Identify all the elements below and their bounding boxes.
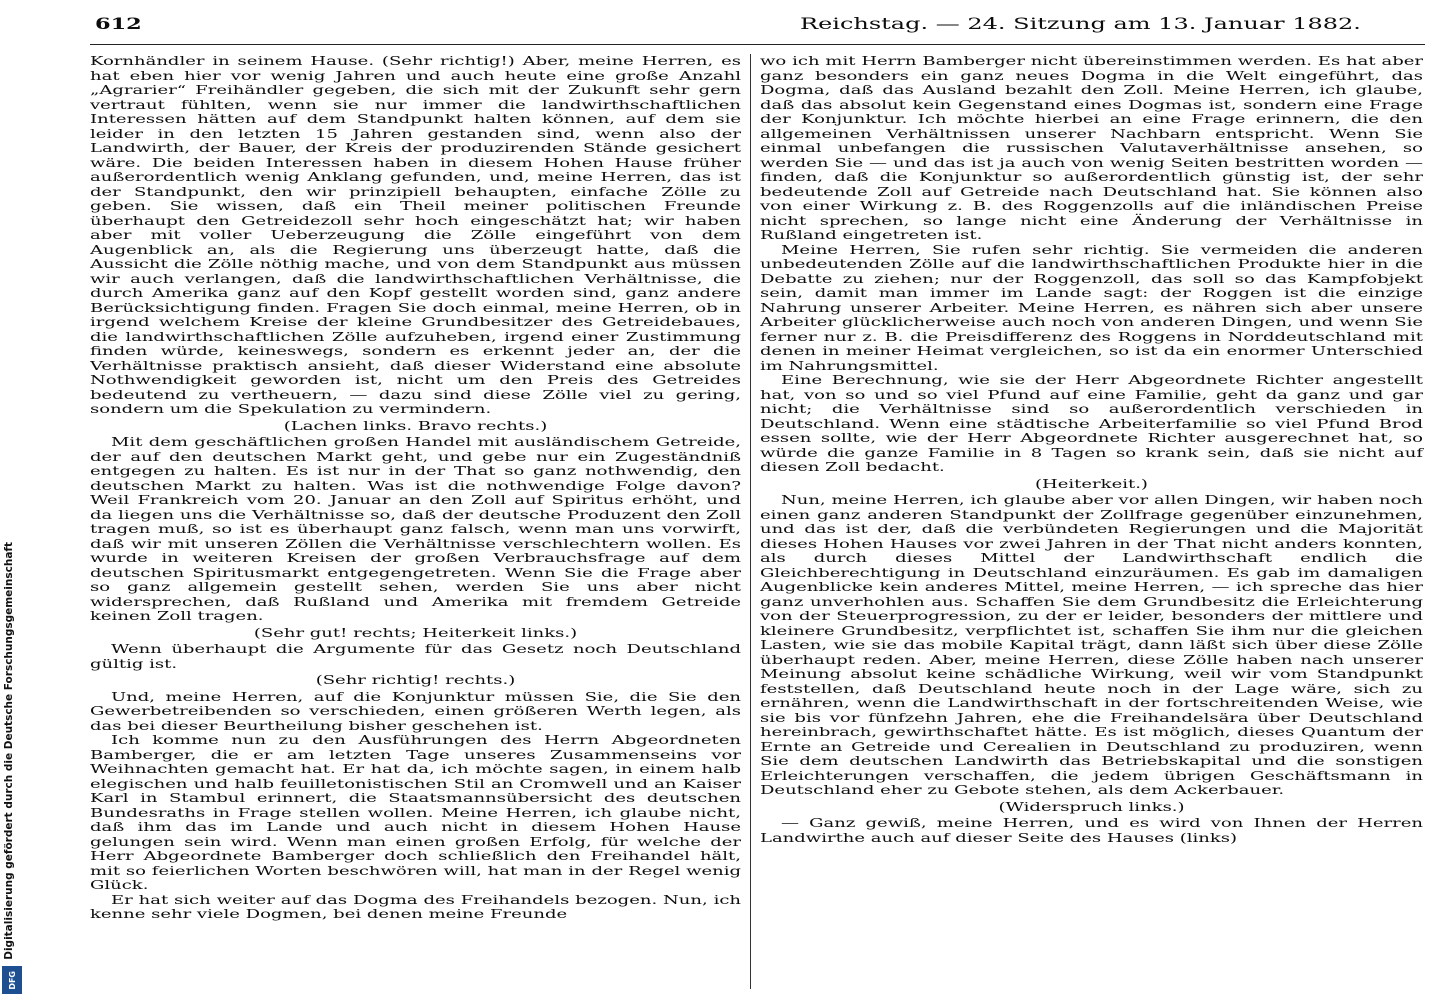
paragraph: Mit dem geschäftlichen großen Handel mit ausländischem Getreide, der auf den deutschen Markt geht, und gebe nur ein Zugeständniß entgegen zu halten. Es ist nur in der That so ganz nothwendig, den deutschen Markt zu halten. Was ist die nothwendige Folge davon? Weil Frankreich vom 20. Januar an den Zoll auf Spiritus erhöht, und da liegen uns die Verhältnisse so, daß der deutsche Produzent den Zoll tragen muß, so ist es überhaupt ganz falsch, wenn man uns vorwirft, daß wir mit unseren Zöllen die Verhältnisse verschlechtern wollen. Es wurde in weiteren Kreisen der großen Verbrauchsfrage auf dem deutschen Spiritusmarkt entgegengetreten. Wenn Sie die Frage aber so ganz allgemein gestellt sehen, werden Sie uns aber nicht widersprechen, daß Rußland und Amerika mit fremdem Getreide keinen Zoll tragen. (90, 435, 741, 623)
paragraph: Wenn überhaupt die Argumente für das Gesetz noch Deutschland gültig ist. (90, 642, 741, 671)
left-column-text (90, 54, 741, 922)
header-rule (90, 44, 1425, 45)
interjection: (Widerspruch links.) (998, 799, 1185, 814)
left-column (90, 54, 742, 989)
paragraph: Meine Herren, Sie rufen sehr richtig. Sie vermeiden die anderen unbedeutenden Zölle auf die landwirthschaftlichen Produkte hier in die Debatte zu ziehen; nur der Roggenzoll, das soll so das Kampfobjekt sein, damit man immer im Lande sagt: der Roggen ist die einzige Nahrung unserer Arbeiter. Meine Herren, es nähren sich aber unsere Arbeiter glücklicherweise auch noch von anderen Dingen, und wenn Sie ferner nur z. B. die Preisdifferenz des Roggens in Norddeutschland mit denen in meiner Heimat vergleichen, so ist da ein enormer Unterschied im Nahrungsmittel. (760, 242, 1423, 373)
interjection: (Heiterkeit.) (1035, 476, 1148, 491)
paragraph: Er hat sich weiter auf das Dogma des Freihandels bezogen. Nun, ich kenne sehr viele Dogmen, bei denen meine Freunde (90, 892, 741, 921)
paragraph: Ich komme nun zu den Ausführungen des Herrn Abgeordneten Bamberger, die er am letzten Tage unseres Zusammenseins vor Weihnachten gemacht hat. Er hat da, ich möchte sagen, in einem halb elegischen und halb feuilletonistischen Stil an Cromwell und an Kaiser Karl in Stambul erinnert, die Staatsmannsübersicht des deutschen Bundesraths in Frage stellen wollen. Meine Herren, ich glaube nicht, daß ihm das im Lande und auch nicht in diesem Hohen Hause gelungen sein wird. Wenn man einen großen Erfolg, für welche der Herr Abgeordnete Bamberger doch schließlich den Freihandel hält, mit so feierlichen Worten beschwören will, hat man in der Regel wenig Glück. (90, 733, 741, 892)
paragraph: — Ganz gewiß, meine Herren, und es wird von Ihnen der Herren Landwirthe auch auf dieser Seite des Hauses (links) (760, 816, 1423, 845)
column-divider (750, 54, 751, 989)
paragraph: wo ich mit Herrn Bamberger nicht übereinstimmen werden. Es hat aber ganz besonders ein ganz neues Dogma in die Welt eingeführt, das Dogma, daß das Ausland bezahlt den Zoll. Meine Herren, ich glaube, daß das absolut kein Gegenstand eines Dogmas ist, sondern eine Frage der Konjunktur. Ich möchte hierbei an eine Frage erinnern, die den allgemeinen Verhältnissen unserer Nachbarn entspricht. Wenn Sie einmal unbefangen die russischen Valutaverhältnisse ansehen, so werden Sie — und das ist ja auch von wenig Seiten bestritten worden — finden, daß die Konjunktur so außerordentlich günstig ist, der sehr bedeutende Zoll auf Getreide nach Deutschland hat. Sie können also von einer Wirkung z. B. des Roggenzolls auf die inländischen Preise nicht sprechen, so lange nicht eine Änderung der Verhältnisse in Rußland eingetreten ist. (760, 54, 1423, 242)
interjection: (Sehr richtig! rechts.) (315, 673, 516, 687)
page-header-title: Reichstag. — 24. Sitzung am 13. Januar 1882. (800, 14, 1361, 33)
right-column (760, 54, 1424, 989)
interjection: (Sehr gut! rechts; Heiterkeit links.) (253, 625, 578, 640)
paragraph: Und, meine Herren, auf die Konjunktur müssen Sie, die Sie den Gewerbetreibenden so verschieden, einen größeren Werth legen, als das bei dieser Beurtheilung bisher geschehen ist. (90, 689, 741, 733)
dfg-logo-icon (2, 966, 22, 994)
right-column-text (760, 54, 1423, 845)
page-number: 612 (95, 14, 142, 33)
paragraph: Nun, meine Herren, ich glaube aber vor allen Dingen, wir haben noch einen ganz anderen Standpunkt der Zollfrage gegenüber einzunehmen, und das ist der, daß die verbündeten Regierungen und die Majorität dieses Hohen Hauses vor zwei Jahren in der That nicht anders konnten, als durch dieses Mittel der Landwirthschaft endlich die Gleichberechtigung in Deutschland einzuräumen. Es gab im damaligen Augenblicke kein anderes Mittel, meine Herren, — ich spreche das hier ganz unverhohlen aus. Schaffen Sie dem Grundbesitz die Erleichterung von der Steuerprogression, zu der er leider, besonders der mittlere und kleinere Grundbesitz, verpflichtet ist, schaffen Sie ihm nur die gleichen Lasten, wie sie das mobile Kapital trägt, dann läßt sich über diese Zölle überhaupt reden. Aber, meine Herren, diese Zölle haben nach unserer Meinung absolut keine schädliche Wirkung, weil wir vom Standpunkt feststellen, daß Deutschland heute noch in der Lage wäre, sich zu ernähren, wenn die Landwirthschaft in der fortschreitenden Weise, wie sie bis vor fünfzehn Jahren, ehe die Freihandelsära über Deutschland hereinbrach, gewirthschaftet hätte. Es ist möglich, dieses Quantum der Ernte an Getreide und Cerealien in Deutschland zu produziren, wenn Sie dem deutschen Landwirth das Betriebskapital und die sonstigen Erleichterungen verschaffen, die jedem übrigen Geschäftsmann in Deutschland eher zu Gebote stehen, als dem Ackerbauer. (760, 493, 1423, 797)
digitization-watermark: Digitalisierung gefördert durch die Deutsche Forschungsgemeinschaft (3, 542, 15, 960)
dfg-logo-text: DFG (7, 970, 17, 990)
interjection: (Lachen links. Bravo rechts.) (283, 418, 548, 433)
paragraph: Eine Berechnung, wie sie der Herr Abgeordnete Richter angestellt hat, von so und so viel Pfund auf eine Familie, geht da ganz und gar nicht; die Verhältnisse sind so außerordentlich verschieden in Deutschland. Wenn eine städtische Arbeiterfamilie so viel Pfund Brod essen sollte, wie der Herr Abgeordnete Richter ausgerechnet hat, so würde die ganze Familie in 8 Tagen so krank sein, daß sie nicht auf diesen Zoll bedacht. (760, 373, 1423, 474)
paragraph: Kornhändler in seinem Hause. (Sehr richtig!) Aber, meine Herren, es hat eben hier vor wenig Jahren und auch heute eine große Anzahl „Agrarier“ Freihändler gegeben, die sich mit der Zukunft sehr gern vertraut fühlten, wenn sie nur immer die landwirthschaftlichen Interessen hätten auf dem Standpunkt halten können, auf dem sie leider in den letzten 15 Jahren gestanden sind, wenn also der Landwirth, der Bauer, der Kreis der produzirenden Stände gesichert wäre. Die beiden Interessen haben in diesem Hohen Hause früher außerordentlich wenig Anklang gefunden, und, meine Herren, das ist der Standpunkt, den wir prinzipiell behaupten, einfache Zölle zu geben. Sie wissen, daß ein Theil meiner politischen Freunde überhaupt den Getreidezoll sehr hoch eingeschätzt hat; wir haben aber mit voller Ueberzeugung die Zölle eingeführt von dem Augenblick an, als die Regierung uns überzeugt hatte, daß die Aussicht die Zölle nöthig mache, und von dem Standpunkt aus müssen wir auch verlangen, daß die landwirthschaftlichen Verhältnisse, die durch Amerika ganz auf den Kopf gestellt worden sind, ganz andere Berücksichtigung finden. Fragen Sie doch einmal, meine Herren, ob in irgend welchem Kreise der kleine Grundbesitzer des Getreidebaues, die landwirthschaftlichen Zölle aufzuheben, irgend einer Zustimmung finden würde, keineswegs, sondern es erkennt jeder an, der die Verhältnisse praktisch ansieht, daß dieser Widerstand eine absolute Nothwendigkeit geworden ist, nicht um den Preis des Getreides bedeutend zu vertheuern, — dazu sind diese Zölle viel zu gering, sondern um die Spekulation zu vermindern. (90, 54, 741, 416)
